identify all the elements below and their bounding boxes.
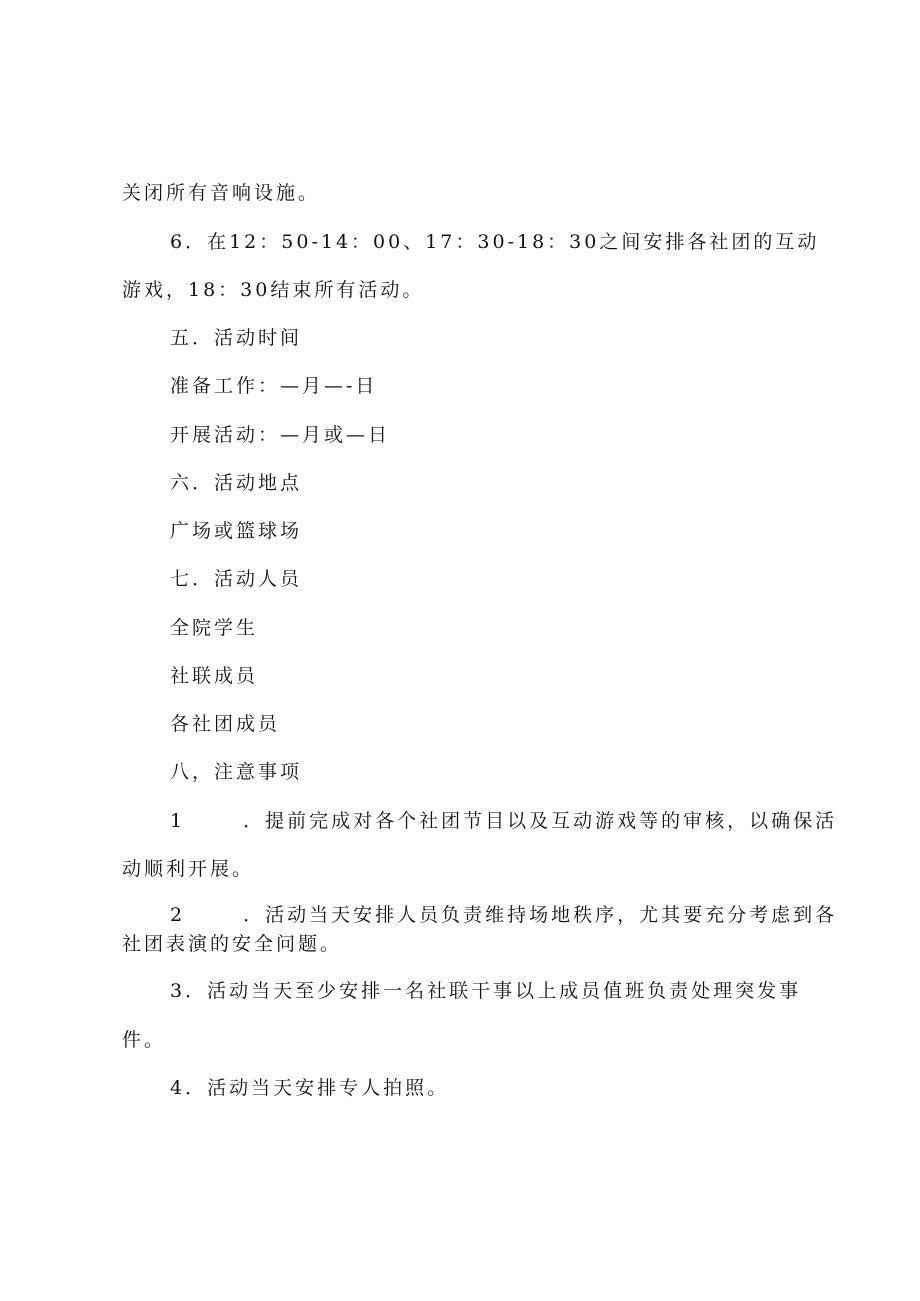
- paragraph-line: 件。: [122, 1029, 167, 1051]
- paragraph-line: 广场或篮球场: [170, 520, 303, 542]
- paragraph-line: 开展活动：—月或—日: [170, 424, 391, 446]
- paragraph-line: 游戏，18：30结束所有活动。: [122, 279, 425, 301]
- list-item: 3．活动当天至少安排一名社联干事以上成员值班负责处理突发事: [170, 980, 802, 1002]
- list-number: 1: [170, 810, 186, 832]
- paragraph-line: 6．在12：50-14：00、17：30-18：30之间安排各社团的互动: [170, 231, 820, 253]
- paragraph-line: 社联成员: [170, 665, 259, 687]
- paragraph-line: 关闭所有音响设施。: [122, 182, 321, 204]
- paragraph-line: 全院学生: [170, 617, 259, 639]
- section-heading: 七．活动人员: [170, 568, 303, 590]
- list-number: 2: [170, 904, 186, 926]
- paragraph-line: 准备工作：—月—-日: [170, 375, 378, 397]
- paragraph-line: 动顺利开展。: [122, 858, 255, 880]
- list-item: [170, 809, 837, 833]
- list-text: ．活动当天安排人员负责维持场地秩序，尤其要充分考虑到各: [243, 904, 838, 926]
- list-item: 4．活动当天安排专人拍照。: [170, 1077, 450, 1099]
- paragraph-line: 社团表演的安全问题。: [122, 933, 343, 955]
- list-item: [170, 903, 837, 927]
- paragraph-line: 各社团成员: [170, 713, 281, 735]
- section-heading: 八，注意事项: [170, 761, 303, 783]
- list-text: ．提前完成对各个社团节目以及互动游戏等的审核，以确保活: [243, 810, 838, 832]
- section-heading: 六．活动地点: [170, 472, 303, 494]
- section-heading: 五．活动时间: [170, 327, 303, 349]
